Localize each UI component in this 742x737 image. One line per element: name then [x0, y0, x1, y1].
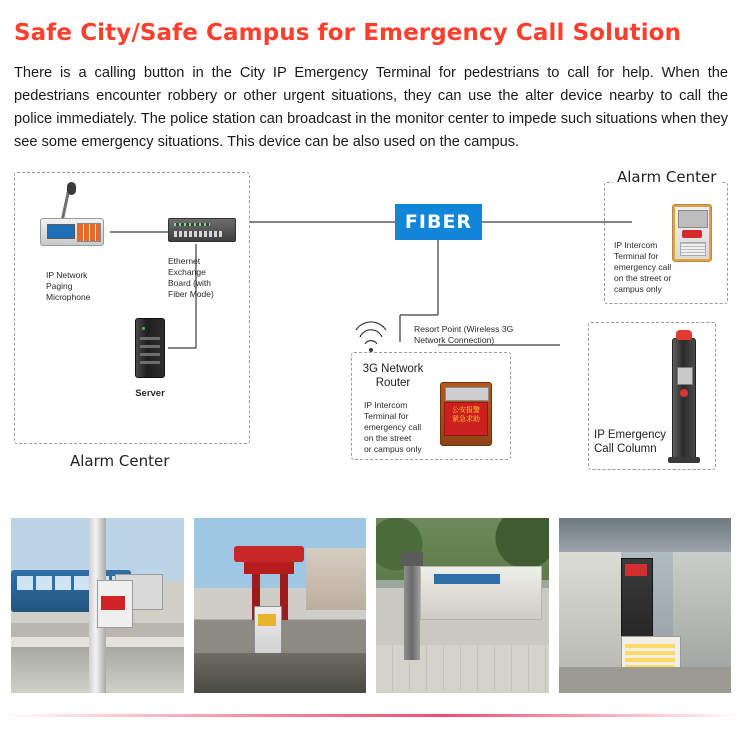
mid-intercom-label — [364, 400, 426, 455]
column-display-panel — [677, 367, 693, 385]
router-label — [356, 362, 430, 390]
fiber-node: FIBER — [395, 204, 482, 240]
right-intercom-label-line1: IP Intercom — [614, 240, 658, 250]
mid-intercom-label-line5: or campus only — [364, 444, 422, 454]
photo-strip — [11, 518, 731, 693]
microphone-head-icon — [67, 182, 76, 195]
street-sign-line1: 公安报警 — [452, 406, 480, 414]
photo2-kiosk-sign — [258, 614, 276, 626]
photo4-floor — [559, 667, 732, 693]
photo3-pavement — [376, 645, 549, 693]
paging-console-keypad — [77, 223, 101, 242]
intercom-screen — [678, 210, 708, 228]
mid-intercom-label-line1: IP Intercom — [364, 400, 408, 410]
mid-intercom-label-line4: on the street — [364, 433, 412, 443]
ethernet-exchange-board — [168, 218, 238, 244]
photo3-emergency-column — [404, 552, 420, 660]
photo2-building — [306, 548, 367, 610]
intercom-red-label — [682, 230, 702, 238]
page-title: Safe City/Safe Campus for Emergency Call Solution — [14, 20, 682, 46]
switch-label-line3: Board (with — [168, 278, 211, 288]
microphone-label-line3: Microphone — [46, 292, 91, 302]
server-body — [135, 318, 165, 378]
microphone-label — [46, 270, 120, 303]
column-label-line1: IP Emergency — [594, 429, 667, 441]
switch-port-row — [174, 231, 224, 237]
photo-bus-stop-pole — [11, 518, 184, 693]
right-intercom-label-line4: on the street or — [614, 273, 672, 283]
photo3-shop-sign — [434, 574, 500, 584]
photo3-column-head — [401, 552, 423, 566]
street-intercom-panel — [445, 387, 489, 401]
switch-label-line4: Fiber Mode) — [168, 289, 214, 299]
column-label-line2: Call Column — [594, 443, 657, 455]
mid-intercom-label-line2: Terminal for — [364, 411, 409, 421]
resort-point-label — [414, 324, 544, 346]
street-intercom-sign — [444, 402, 488, 436]
column-label — [594, 428, 678, 456]
switch-label — [168, 256, 240, 300]
column-emergency-button[interactable] — [680, 389, 688, 397]
server-label: Server — [135, 388, 165, 399]
right-intercom-label-line3: emergency call — [614, 262, 672, 272]
photo1-emergency-box-sign — [101, 596, 125, 610]
server-slot-1 — [140, 337, 160, 340]
server-slot-3 — [140, 353, 160, 356]
photo2-foreground-bikes — [194, 653, 367, 693]
column-alarm-lamp-icon — [676, 330, 692, 340]
photo2-pavilion-roof — [234, 546, 304, 562]
right-intercom-label — [614, 240, 672, 295]
photo4-ceiling — [559, 518, 732, 552]
photo2-pavilion-roof-lower — [244, 562, 294, 574]
switch-body — [168, 218, 236, 242]
intro-paragraph: There is a calling button in the City IP Emergency Terminal for pedestrians to call for help. When the pedestrians encounter robbery or other urgent situations, they can use the alter device nearby to call the police immediately. The police station can broadcast in the monitor center to impede such situations when they see some emergency situations. This device can be also used on the campus. — [14, 65, 728, 150]
server-slot-2 — [140, 345, 160, 348]
column-base — [668, 457, 700, 463]
right-intercom-label-line5: campus only — [614, 284, 662, 294]
microphone-label-line1: IP Network — [46, 270, 88, 280]
router-label-line1: 3G Network — [362, 363, 424, 375]
switch-label-line2: Exchange — [168, 267, 206, 277]
resort-point-line1: Resort Point (Wireless 3G — [414, 324, 514, 334]
street-ip-intercom-terminal — [440, 382, 492, 446]
wall-ip-intercom-terminal — [672, 204, 712, 262]
intercom-speaker-grill — [680, 242, 706, 256]
photo-station-interior-kiosk — [559, 518, 732, 693]
photo4-kiosk-alarm-light — [625, 564, 647, 576]
solution-diagram — [0, 160, 742, 505]
alarm-center-left-box — [14, 172, 250, 444]
paging-console-body — [40, 218, 104, 246]
server-slot-4 — [140, 361, 160, 364]
ip-network-paging-microphone — [40, 218, 110, 258]
right-intercom-label-line2: Terminal for — [614, 251, 659, 261]
alarm-center-left-label: Alarm Center — [70, 452, 170, 470]
switch-led-row — [174, 223, 210, 226]
footer-divider — [0, 714, 742, 717]
router-label-line2: Router — [375, 377, 411, 389]
alarm-center-right-label: Alarm Center — [613, 168, 720, 186]
photo-street-corner-column — [376, 518, 549, 693]
mid-intercom-label-line3: emergency call — [364, 422, 422, 432]
street-sign-line2: 紧急求助 — [452, 415, 480, 423]
paging-console-screen — [47, 224, 75, 239]
switch-label-line1: Ethernet — [168, 256, 201, 266]
microphone-label-line2: Paging — [46, 281, 73, 291]
photo-plaza-pavilion — [194, 518, 367, 693]
resort-point-line2: Network Connection) — [414, 335, 495, 345]
server-status-led — [142, 327, 145, 330]
server-device — [135, 318, 165, 380]
